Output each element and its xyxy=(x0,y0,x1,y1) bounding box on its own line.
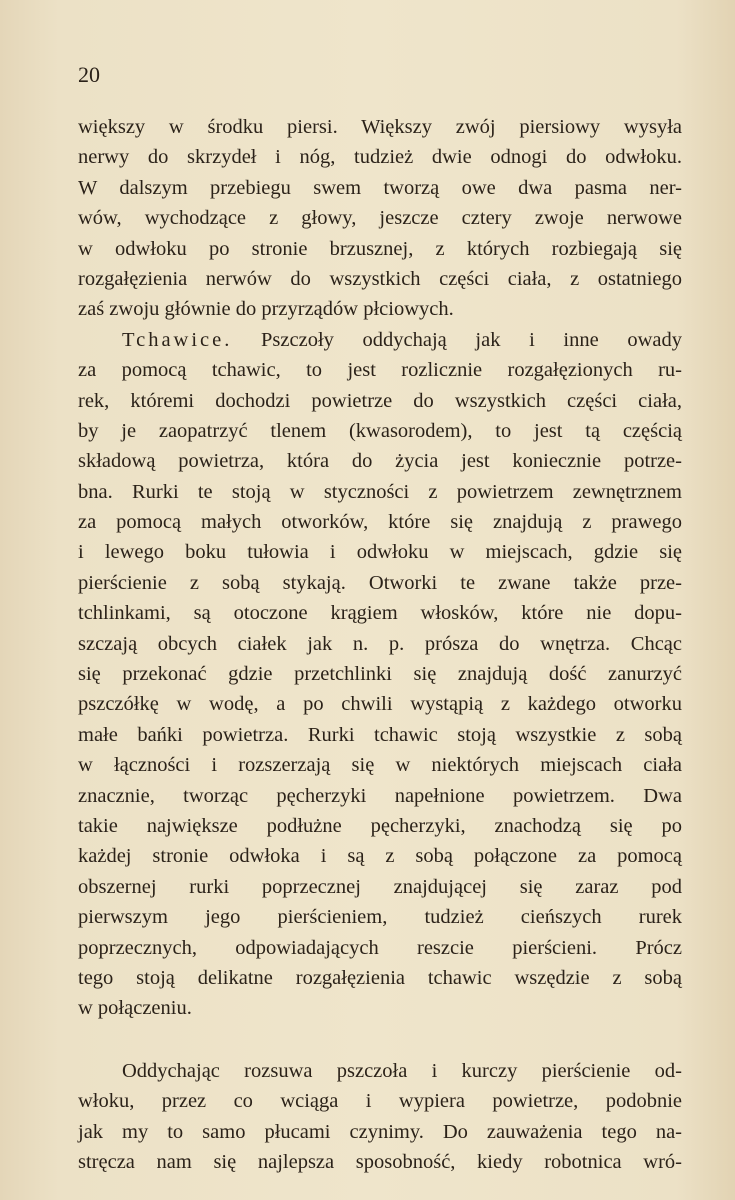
text-line: każdej stronie odwłoka i są z sobą połączone za pomocą xyxy=(78,845,682,868)
text-line: pierwszym jego pierścieniem, tudzież cieńszych rurek xyxy=(78,906,682,929)
text-line: większy w środku piersi. Większy zwój piersiowy wysyła xyxy=(78,116,682,138)
text-line: takie największe podłużne pęcherzyki, znachodzą się po xyxy=(78,814,682,837)
text-line: zaś zwoju głównie do przyrządów płciowych. xyxy=(78,298,454,321)
text-line: włoku, przez co wciąga i wypiera powietrze, podobnie xyxy=(78,1090,682,1113)
text-line: składową powietrza, która do życia jest koniecznie potrze- xyxy=(78,450,682,473)
text-line: w łączności i rozszerzają się w niektórych miejscach ciała xyxy=(78,754,682,777)
text-line: szczają obcych ciałek jak n. p. prósza do wnętrza. Chcąc xyxy=(78,632,682,655)
text-line: się przekonać gdzie przetchlinki się znajdują dość zanurzyć xyxy=(78,663,682,686)
section-heading: Tchawice. xyxy=(122,328,233,351)
text-line: jak my to samo płucami czynimy. Do zauważenia tego na- xyxy=(78,1120,682,1143)
text-line: nerwy do skrzydeł i nóg, tudzież dwie odnogi do odwłoku. xyxy=(78,146,682,169)
text-line: tchlinkami, są otoczone krągiem włosków, które nie dopu- xyxy=(78,602,682,625)
body-text xyxy=(78,112,682,1177)
text-line: znacznie, tworząc pęcherzyki napełnione powietrzem. Dwa xyxy=(78,784,682,807)
text-line: i lewego boku tułowia i odwłoku w miejscach, gdzie się xyxy=(78,541,682,564)
text-line: małe bańki powietrza. Rurki tchawic stoją wszystkie z sobą xyxy=(78,723,682,746)
text-line: obszernej rurki poprzecznej znajdującej się zaraz pod xyxy=(78,875,682,898)
text-line: za pomocą małych otworków, które się znajdują z prawego xyxy=(78,511,682,534)
paragraph-first-line xyxy=(78,325,682,355)
paragraph-gap xyxy=(78,1024,682,1056)
text-line: stręcza nam się najlepsza sposobność, kiedy robotnica wró- xyxy=(78,1150,682,1173)
text-line: za pomocą tchawic, to jest rozlicznie rozgałęzionych ru- xyxy=(78,359,682,382)
text-line: by je zaopatrzyć tlenem (kwasorodem), to jest tą częścią xyxy=(78,419,682,442)
text-line: pszczółkę w wodę, a po chwili wystąpią z każdego otworku xyxy=(78,693,682,716)
text-line: Oddychając rozsuwa pszczoła i kurczy pierścienie od- xyxy=(122,1059,682,1082)
text-line: wów, wychodzące z głowy, jeszcze cztery zwoje nerwowe xyxy=(78,207,682,230)
text-line: pierścienie z sobą stykają. Otworki te zwane także prze- xyxy=(78,571,682,594)
text-line: rek, któremi dochodzi powietrze do wszystkich części ciała, xyxy=(78,389,682,412)
page-number: 20 xyxy=(78,62,100,87)
text-line: w połączeniu. xyxy=(78,997,192,1020)
text-line: W dalszym przebiegu swem tworzą owe dwa pasma ner- xyxy=(78,176,682,199)
text-line: tego stoją delikatne rozgałęzienia tchawic wszędzie z sobą xyxy=(78,966,682,989)
text-line: poprzecznych, odpowiadających reszcie pierścieni. Prócz xyxy=(78,936,682,959)
text-fragment: Pszczoły oddychają jak i inne owady xyxy=(261,328,682,351)
text-line: rozgałęzienia nerwów do wszystkich części ciała, z ostatniego xyxy=(78,267,682,290)
text-line: bna. Rurki te stoją w styczności z powietrzem zewnętrznem xyxy=(78,480,682,503)
text-line: w odwłoku po stronie brzusznej, z których rozbiegają się xyxy=(78,237,682,260)
